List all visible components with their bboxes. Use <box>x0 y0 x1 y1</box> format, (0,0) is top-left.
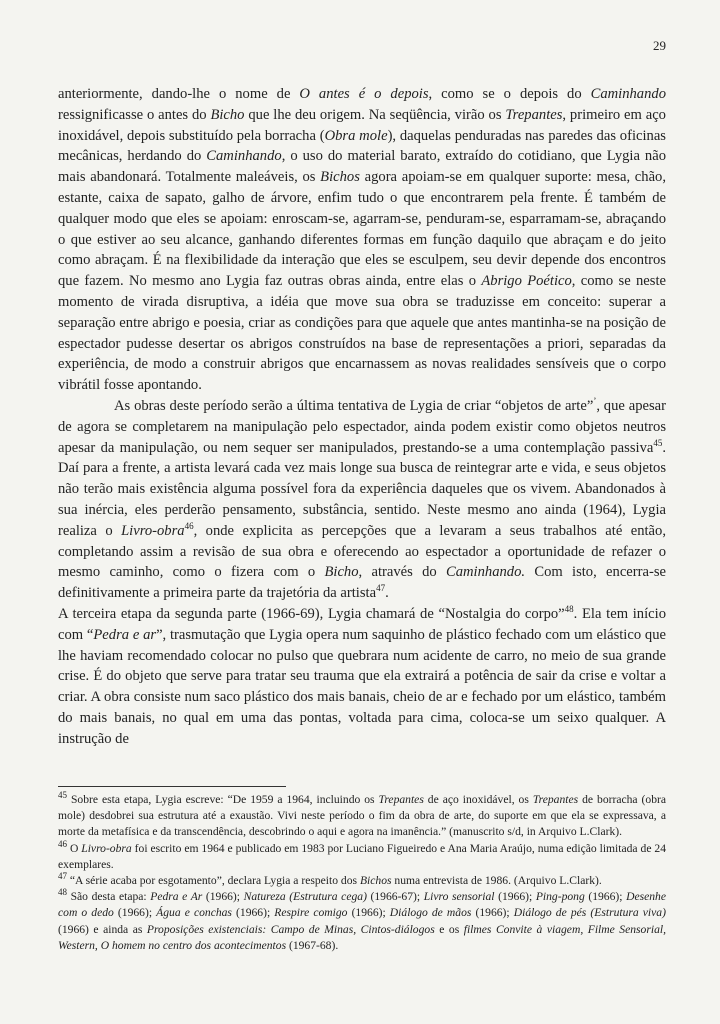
text-run: (1966); <box>113 906 157 920</box>
italic-text: Bicho <box>210 106 245 123</box>
italic-text: Abrigo Poético <box>481 273 572 290</box>
text-run: . <box>385 585 389 602</box>
italic-text: Caminhando <box>206 148 282 165</box>
text-run: , o uso do material barato, extraído do cotidiano, que Lygia não mais abandonará. Totalmente maleáveis, os <box>58 148 666 186</box>
text-run: , através do <box>358 564 446 581</box>
text-run: ”, trasmutação que Lygia opera num saquinho de plástico fechado com um elástico que lhe haviam recomendado colocar no pulso que quebrara num acidente de carro, no meio de sua grande crise. É do objeto que serve para tratar seu trauma que ela extrairá a potência de sair da crise e voltar a criar. A obra consiste num saco plástico dos mais banais, cheio de ar e fechado por um elástico, também do mais banais, no qual em uma das pontas, voltada para cima, coloca-se um seixo qualquer. A instrução de <box>58 626 666 747</box>
text-run: (1966-67); <box>366 890 424 904</box>
italic-text: Água e conchas <box>156 906 232 920</box>
text-run: e os <box>434 922 464 936</box>
italic-text: Obra mole <box>324 127 388 144</box>
footnote-46 <box>58 838 666 873</box>
paragraph <box>58 604 666 750</box>
footnote-ref: 47 <box>376 583 386 594</box>
italic-text: Ping-pong <box>535 890 585 904</box>
footnote-47 <box>58 873 666 889</box>
text-run: (1966); <box>584 890 627 904</box>
footnote-ref: 46 <box>58 838 67 849</box>
footnotes <box>58 792 666 954</box>
footnote-45 <box>58 792 666 841</box>
footnote-ref: 48 <box>58 887 67 898</box>
text-run: Com isto, encerra-se definitivamente a primeira parte da trajetória da artista <box>58 564 666 602</box>
text-run: A terceira etapa da segunda parte (1966-69), Lygia chamará de “Nostalgia do corpo” <box>58 605 565 622</box>
italic-text: Livro-obra <box>121 522 185 539</box>
text-run: (1966); <box>347 906 390 920</box>
text-run: , onde explicita as percepções que a levaram a seus trabalhos até então, completando assim a revisão de sua obra e oferecendo ao espectador a oportunidade de refazer o mesmo caminho, como o fizera com o <box>58 522 666 581</box>
footnote-48 <box>58 889 666 954</box>
italic-text: Bichos <box>320 169 360 186</box>
footnote-divider <box>58 786 286 787</box>
italic-text: O antes é o depois <box>299 86 429 102</box>
italic-text: Desenhe com o dedo <box>58 890 666 920</box>
text-run: foi escrito em 1964 e publicado em 1983 por Luciano Figueiredo e Ana Maria Araújo, numa edição limitada de 24 exemplares. <box>58 841 666 871</box>
italic-text: Respire comigo <box>274 906 348 920</box>
text-run: São desta etapa: <box>67 890 151 904</box>
footnote-ref: 45 <box>653 437 663 448</box>
italic-text: Livro sensorial <box>423 890 495 904</box>
text-run: , como se neste momento de virada disruptiva, a idéia que move sua obra se traduzisse em conceito: superar a separação entre abrigo e poesia, criar as condições para que aquele que antes mantinha-se na posição de espectador pudesse desertar os abrigos construídos na base de representações a priori, separadas da experiência, de modo a construir abrigos que encarnassem as novas realidades sensíveis que o corpo vibrátil fosse apontando. <box>58 273 666 394</box>
text-run: Sobre esta etapa, Lygia escreve: “De 1959 a 1964, incluindo os <box>67 793 379 806</box>
italic-text: Caminhando. <box>445 564 526 581</box>
text-run: (1966); <box>471 906 514 920</box>
footnote-ref: ’ <box>593 396 597 407</box>
text-run: . Daí para a frente, a artista levará cada vez mais longe sua busca de reintegrar arte e vida, e seus objetos não terão mais existência alguma possível fora da experiência daqueles que os vivem. Abandonados à sua inércia, eles perderão pensamento, substância, sentido. Neste mesmo ano ainda (1964), Lygia realiza o <box>58 439 666 539</box>
text-run: O <box>67 841 82 855</box>
italic-text: Diálogo de pés (Estrutura viva) <box>513 906 666 920</box>
italic-text: Bicho <box>324 564 359 581</box>
body-text <box>58 84 666 750</box>
text-run: (1966); <box>231 906 275 920</box>
italic-text: Bichos <box>359 874 392 888</box>
text-run: , como se o depois do <box>428 86 591 102</box>
italic-text: Trepantes <box>532 793 579 806</box>
text-run: , primeiro em aço inoxidável, depois substituído pela borracha ( <box>58 106 666 144</box>
text-run: (1966) e ainda as <box>58 922 147 936</box>
text-run: . Ela tem início com “ <box>58 605 666 643</box>
footnote-ref: 46 <box>184 520 194 531</box>
italic-text: Trepantes <box>505 106 563 123</box>
paragraph <box>58 84 666 396</box>
text-run: (1966); <box>494 890 536 904</box>
text-run: de aço inoxidável, os <box>423 793 533 806</box>
text-run: agora apoiam-se em qualquer suporte: mesa, chão, estante, caixa de sapato, galho de árvore, enfim tudo o que encontrarem pela frente. É também de qualquer modo que eles se apoiam: enroscam-se, agarram-se, penduram-se, esparramam-se, abraçando o que estiver ao seu alcance, ganhando diferentes formas em função daquilo que abraçam e do jeito como abraçam. É na flexibilidade da interação que eles se esculpem, seu devir depende dos encontros que fazem. No mesmo ano Lygia faz outras obras ainda, entre elas o <box>58 169 666 290</box>
italic-text: Trepantes <box>378 793 424 806</box>
text-run: As obras deste período serão a última tentativa de Lygia de criar “objetos de arte” <box>114 397 594 414</box>
italic-text: Livro-obra <box>81 841 132 855</box>
text-run: “A série acaba por esgotamento”, declara Lygia a respeito dos <box>67 874 360 888</box>
text-run: , que apesar de agora se completarem na manipulação pelo espectador, ainda podem existir como objetos neutros apesar da manipulação, ou nem sequer ser manipulados, prestando-se a uma contemplação passiva <box>58 397 666 456</box>
text-run: que lhe deu origem. Na seqüência, virão os <box>244 106 506 123</box>
footnote-ref: 48 <box>564 604 574 615</box>
footnote-ref: 45 <box>58 790 67 801</box>
italic-text: Diálogo de mãos <box>389 906 472 920</box>
italic-text: Proposições existenciais: Campo de Minas, Cintos-diálogos <box>146 922 435 936</box>
italic-text: Pedra e ar <box>93 626 157 643</box>
italic-text: Caminhando <box>590 86 666 102</box>
text-run: (1966); <box>202 890 244 904</box>
text-run: numa entrevista de 1986. (Arquivo L.Clark). <box>391 874 602 888</box>
page-number: 29 <box>653 38 666 53</box>
paragraph <box>58 396 666 604</box>
text-run: (1967-68). <box>286 938 339 952</box>
italic-text: Pedra e Ar <box>150 890 203 904</box>
text-run: ressignificasse o antes do <box>58 106 211 123</box>
text-run: anteriormente, dando-lhe o nome de <box>58 86 300 102</box>
italic-text: Natureza (Estrutura cega) <box>243 890 367 904</box>
text-run: de borracha (obra mole) desdobrei sua estrutura até a exaustão. Vivi neste período o fim da obra de arte, do suporte em que ela se expressava, a morte da metafísica e da transcendência, descobrindo o aqui e agora na imanência.” (manuscrito s/d, in Arquivo L.Clark). <box>58 793 666 839</box>
footnote-ref: 47 <box>58 871 67 882</box>
italic-text: filmes Convite à viagem, Filme Sensorial, Western, O homem no centro dos acontecimentos <box>58 922 666 952</box>
text-run: ), daquelas penduradas nas paredes das oficinas mecânicas, herdando do <box>58 127 666 165</box>
